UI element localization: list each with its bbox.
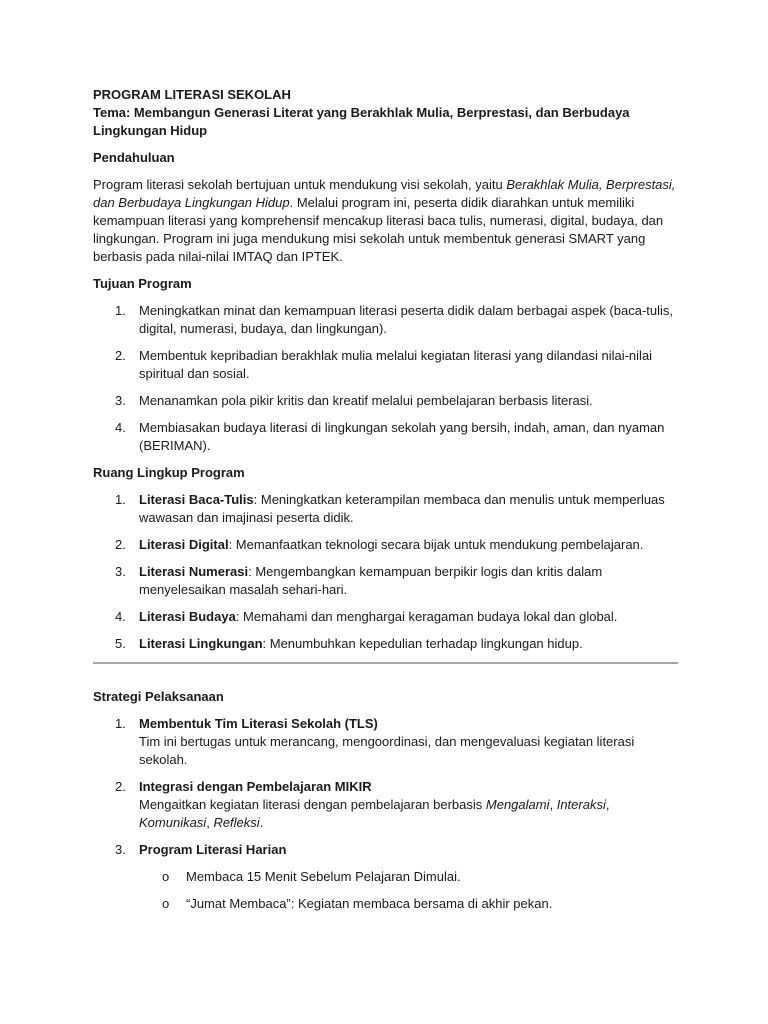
list-item: 4. Membiasakan budaya literasi di lingkungan sekolah yang bersih, indah, aman, dan nyaman (BERIMAN). (115, 420, 665, 453)
daily-program-list (93, 868, 678, 913)
horizontal-divider (93, 662, 678, 664)
intro-paragraph: Program literasi sekolah bertujuan untuk mendukung visi sekolah, yaitu Berakhlak Mulia, Berprestasi, dan Berbudaya Lingkungan Hidup. Melalui program ini, peserta didik diarahkan untuk memiliki kemampuan literasi yang komprehensif mencakup literasi baca tulis, numerasi, digital, budaya, dan lingkungan. Program ini juga mendukung misi sekolah untuk membentuk generasi SMART yang berbasis pada nilai-nilai IMTAQ dan IPTEK. (93, 177, 676, 264)
strategy-item-text: Tim ini bertugas untuk merancang, mengoordinasi, dan mengevaluasi kegiatan literasi sekolah. (139, 734, 635, 767)
list-item: 3. Literasi Numerasi: Mengembangkan kemampuan berpikir logis dan kritis dalam menyelesaikan masalah sehari-hari. (115, 564, 603, 597)
bullet-icon: o (162, 896, 170, 911)
list-item: 3. Program Literasi Harian (93, 841, 678, 859)
school-vision-text: Berakhlak Mulia, Berprestasi, dan Berbudaya Lingkungan Hidup (93, 177, 676, 210)
section-heading-scope: Ruang Lingkup Program (93, 465, 245, 480)
list-item: 2. Membentuk kepribadian berakhlak mulia melalui kegiatan literasi yang dilandasi nilai-nilai spiritual dan sosial. (115, 348, 653, 381)
strategy-list (93, 715, 678, 859)
list-item: 3. Menanamkan pola pikir kritis dan kreatif melalui pembelajaran berbasis literasi. (115, 393, 593, 408)
section-heading-intro: Pendahuluan (93, 150, 175, 165)
strategy-item-text: Mengaitkan kegiatan literasi dengan pembelajaran berbasis Mengalami, Interaksi, Komunikasi, Refleksi. (139, 797, 610, 830)
strategy-item-title: Integrasi dengan Pembelajaran MIKIR (139, 779, 372, 794)
list-item: o “Jumat Membaca”: Kegiatan membaca bersama di akhir pekan. (162, 896, 553, 911)
list-item: 1. Literasi Baca-Tulis: Meningkatkan keterampilan membaca dan menulis untuk memperluas wawasan dan imajinasi peserta didik. (115, 492, 665, 525)
list-item: 1. Membentuk Tim Literasi Sekolah (TLS) Tim ini bertugas untuk merancang, mengoordinasi, dan mengevaluasi kegiatan literasi sekolah. (93, 715, 678, 769)
list-item: 1. Meningkatkan minat dan kemampuan literasi peserta didik dalam berbagai aspek (baca-tulis, digital, numerasi, budaya, dan lingkungan). (115, 303, 674, 336)
goals-list (93, 302, 678, 455)
list-item: 2. Literasi Digital: Memanfaatkan teknologi secara bijak untuk mendukung pembelajaran. (115, 537, 644, 552)
list-item: 5. Literasi Lingkungan: Menumbuhkan kepedulian terhadap lingkungan hidup. (115, 636, 583, 651)
document-title: PROGRAM LITERASI SEKOLAH (93, 87, 291, 102)
list-item: 2. Integrasi dengan Pembelajaran MIKIR Mengaitkan kegiatan literasi dengan pembelajaran berbasis Mengalami, Interaksi, Komunikasi, Refleksi. (93, 778, 678, 832)
scope-list (93, 491, 678, 653)
strategy-item-title: Program Literasi Harian (139, 842, 287, 857)
document-theme: Tema: Membangun Generasi Literat yang Berakhlak Mulia, Berprestasi, dan Berbudaya Lingkungan Hidup (93, 105, 630, 138)
list-item: o Membaca 15 Menit Sebelum Pelajaran Dimulai. (162, 869, 461, 884)
bullet-icon: o (162, 869, 170, 884)
document-body (93, 86, 678, 922)
section-heading-strategy: Strategi Pelaksanaan (93, 689, 224, 704)
section-heading-goals: Tujuan Program (93, 276, 192, 291)
strategy-item-title: Membentuk Tim Literasi Sekolah (TLS) (139, 716, 378, 731)
list-item: 4. Literasi Budaya: Memahami dan menghargai keragaman budaya lokal dan global. (115, 609, 618, 624)
